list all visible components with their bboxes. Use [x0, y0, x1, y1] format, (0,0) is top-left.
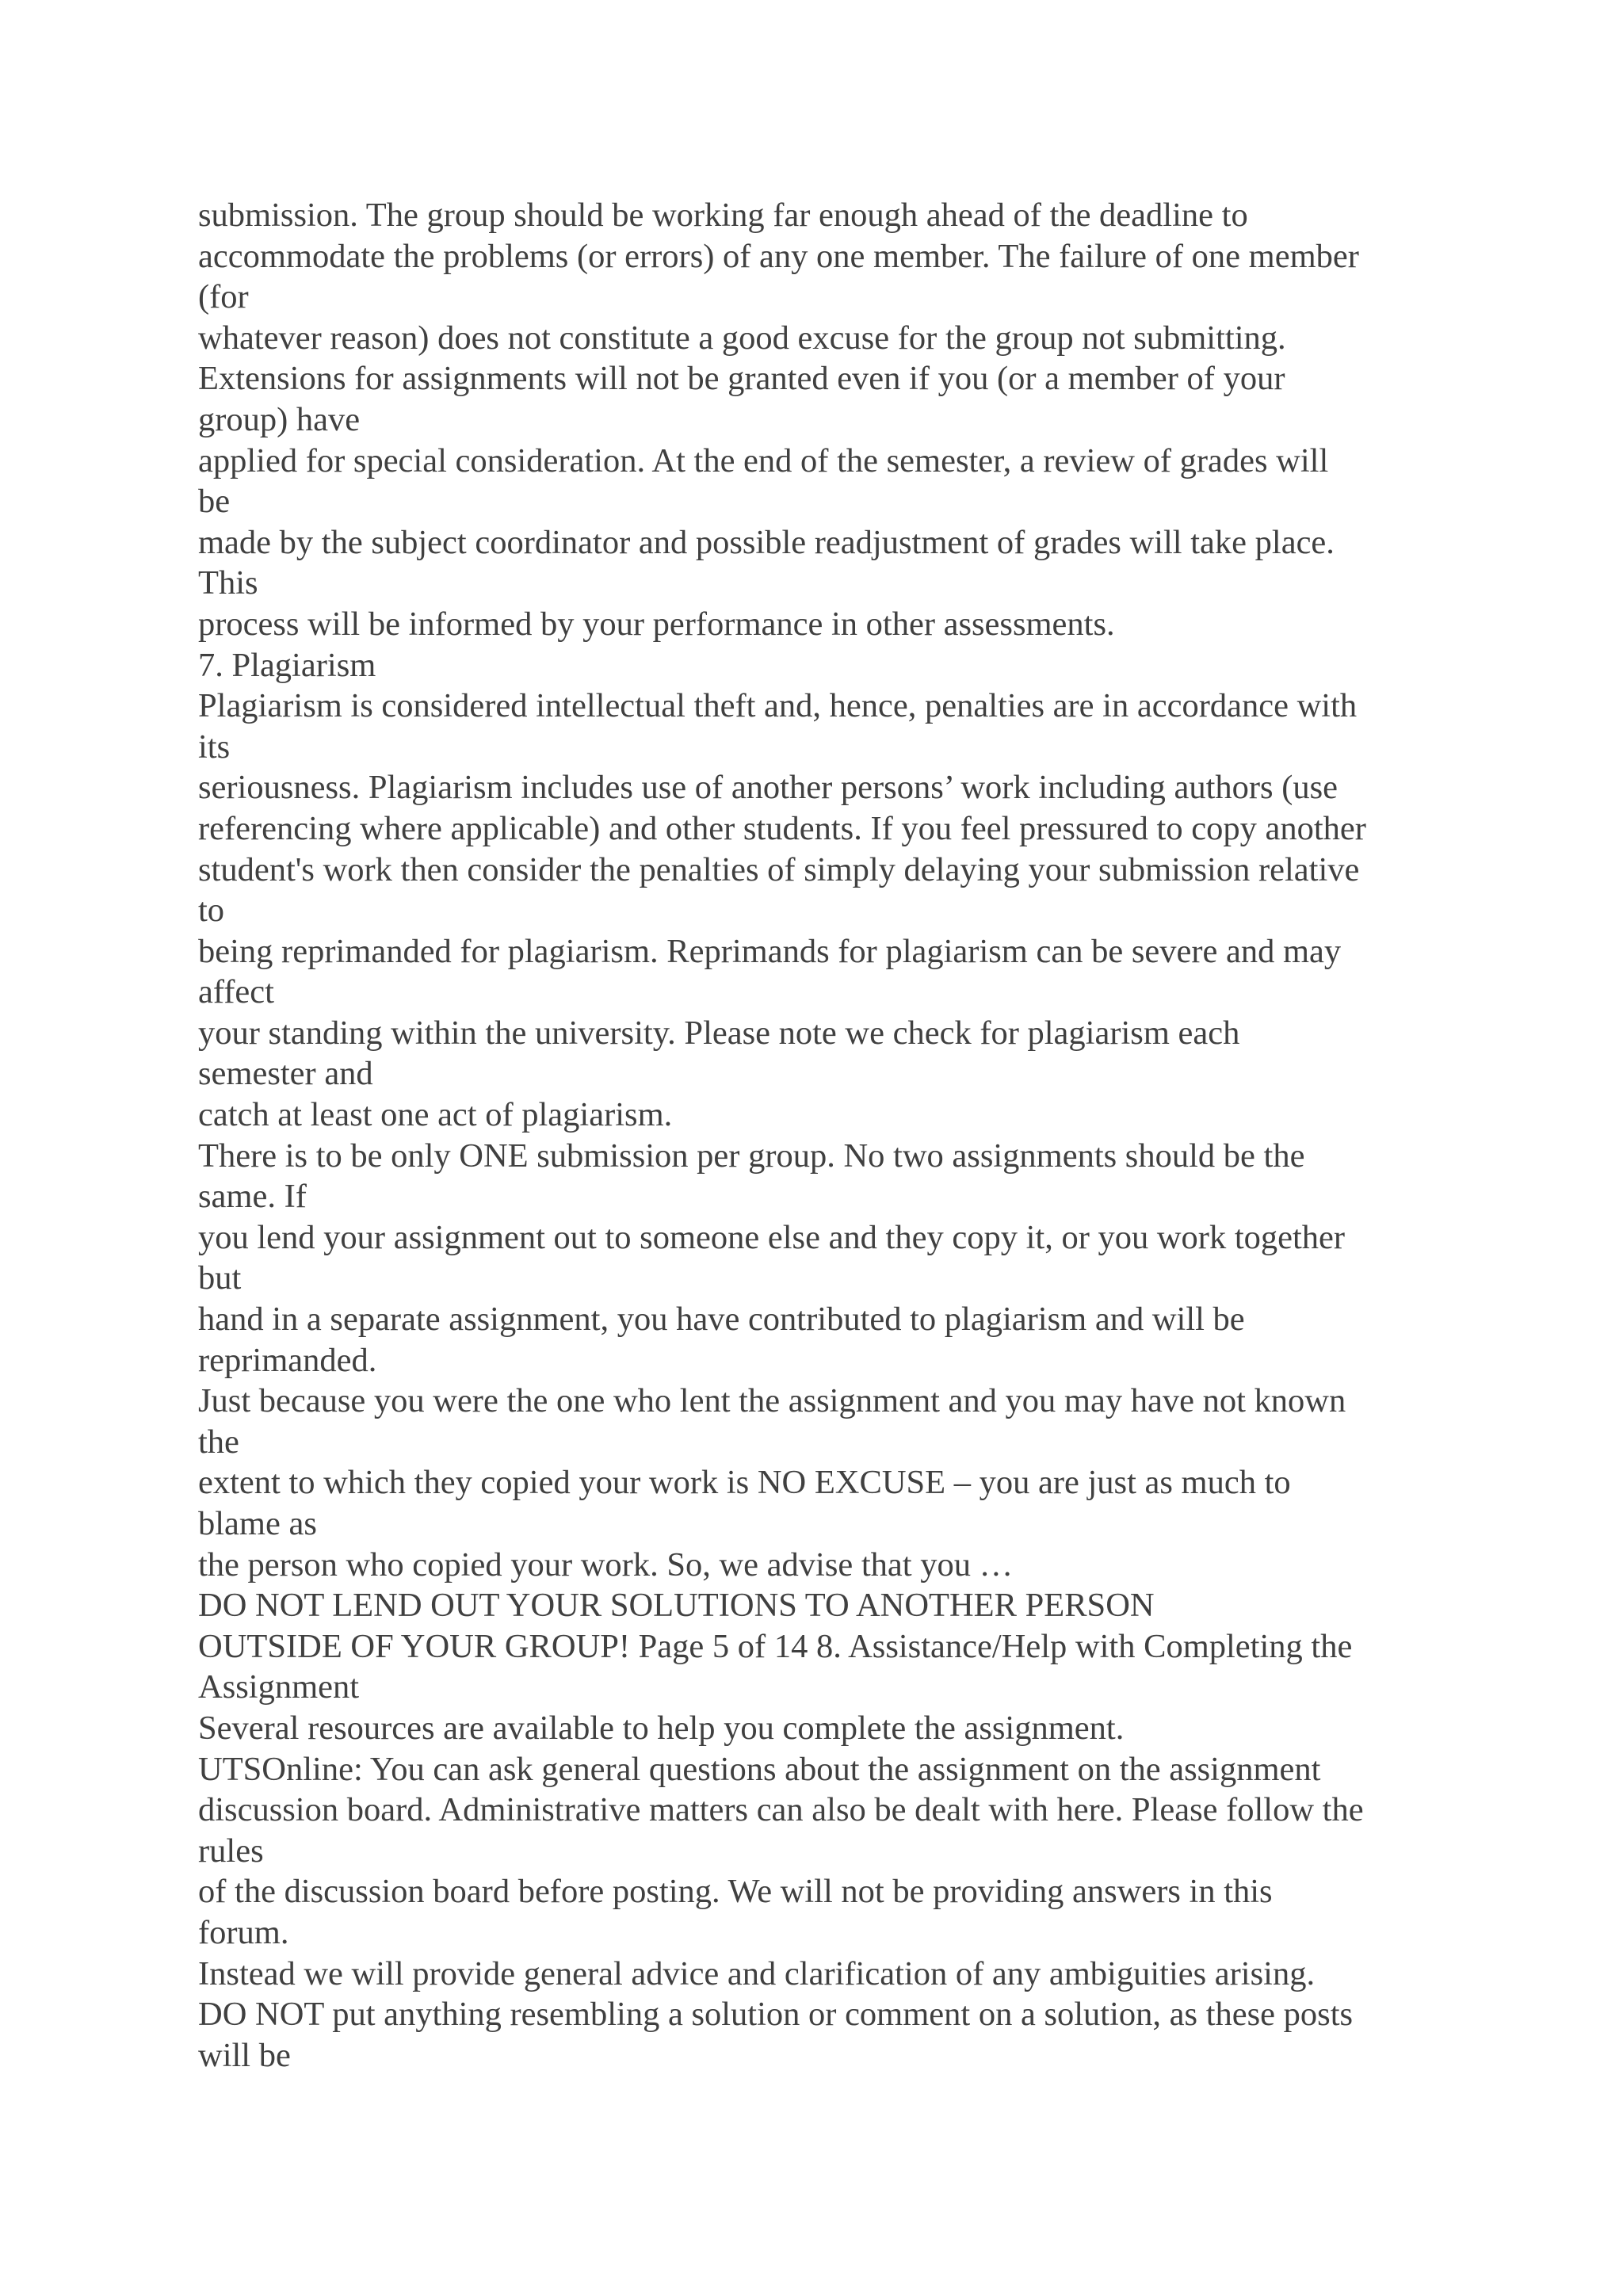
text-line: There is to be only ONE submission per group. No two assignments should be the [198, 1137, 1305, 1175]
text-line: accommodate the problems (or errors) of any one member. The failure of one member [198, 237, 1359, 275]
text-line: of the discussion board before posting. We will not be providing answers in this [198, 1873, 1273, 1911]
text-line: referencing where applicable) and other students. If you feel pressured to copy another [198, 809, 1366, 847]
text-line: will be [198, 2036, 291, 2074]
text-line: Plagiarism is considered intellectual theft and, hence, penalties are in accordance with [198, 687, 1358, 725]
text-line: the [198, 1423, 239, 1461]
text-line: being reprimanded for plagiarism. Reprimands for plagiarism can be severe and may [198, 932, 1342, 970]
text-line: hand in a separate assignment, you have contributed to plagiarism and will be [198, 1301, 1245, 1339]
text-line: Just because you were the one who lent the assignment and you may have not known [198, 1382, 1346, 1420]
text-line: be [198, 483, 231, 521]
text-line: DO NOT put anything resembling a solution or comment on a solution, as these posts [198, 1996, 1354, 2034]
text-line: OUTSIDE OF YOUR GROUP! Page 5 of 14 8. Assistance/Help with Completing the [198, 1627, 1353, 1665]
text-line: This [198, 564, 258, 602]
text-line: UTSOnline: You can ask general questions about the assignment on the assignment [198, 1750, 1321, 1788]
text-line: DO NOT LEND OUT YOUR SOLUTIONS TO ANOTHER PERSON [198, 1587, 1155, 1625]
text-line: its [198, 728, 231, 766]
text-line: the person who copied your work. So, we advise that you … [198, 1545, 1014, 1584]
text-line: Extensions for assignments will not be granted even if you (or a member of your [198, 360, 1285, 398]
text-line: group) have [198, 400, 361, 438]
text-line: seriousness. Plagiarism includes use of another persons’ work including authors (use [198, 769, 1338, 807]
text-line: forum. [198, 1913, 289, 1951]
text-line: (for [198, 278, 249, 316]
text-line: process will be informed by your performance in other assessments. [198, 605, 1115, 643]
document-body [198, 195, 1450, 2076]
text-line: your standing within the university. Please note we check for plagiarism each [198, 1014, 1240, 1052]
text-line: reprimanded. [198, 1341, 377, 1379]
text-line: Several resources are available to help you complete the assignment. [198, 1709, 1125, 1747]
text-line: to [198, 892, 225, 930]
text-line: you lend your assignment out to someone else and they copy it, or you work together [198, 1218, 1346, 1256]
text-line: affect [198, 973, 274, 1011]
text-line: rules [198, 1832, 264, 1870]
text-line: submission. The group should be working far enough ahead of the deadline to [198, 197, 1248, 234]
text-line: extent to which they copied your work is NO EXCUSE – you are just as much to [198, 1464, 1291, 1502]
text-line: applied for special consideration. At the end of the semester, a review of grades will [198, 441, 1329, 479]
text-line: whatever reason) does not constitute a good excuse for the group not submitting. [198, 319, 1286, 357]
text-line: made by the subject coordinator and possible readjustment of grades will take place. [198, 523, 1335, 561]
text-line: Instead we will provide general advice and clarification of any ambiguities arising. [198, 1954, 1316, 1992]
text-line: semester and [198, 1055, 373, 1093]
text-line: same. If [198, 1178, 307, 1216]
text-line: discussion board. Administrative matters can also be dealt with here. Please follow the [198, 1791, 1364, 1829]
section-heading: 7. Plagiarism [198, 646, 376, 684]
text-line: catch at least one act of plagiarism. [198, 1096, 673, 1134]
text-line: but [198, 1259, 242, 1297]
text-line: blame as [198, 1505, 317, 1542]
text-line: student's work then consider the penalties of simply delaying your submission relative [198, 850, 1360, 888]
text-line: Assignment [198, 1668, 360, 1706]
